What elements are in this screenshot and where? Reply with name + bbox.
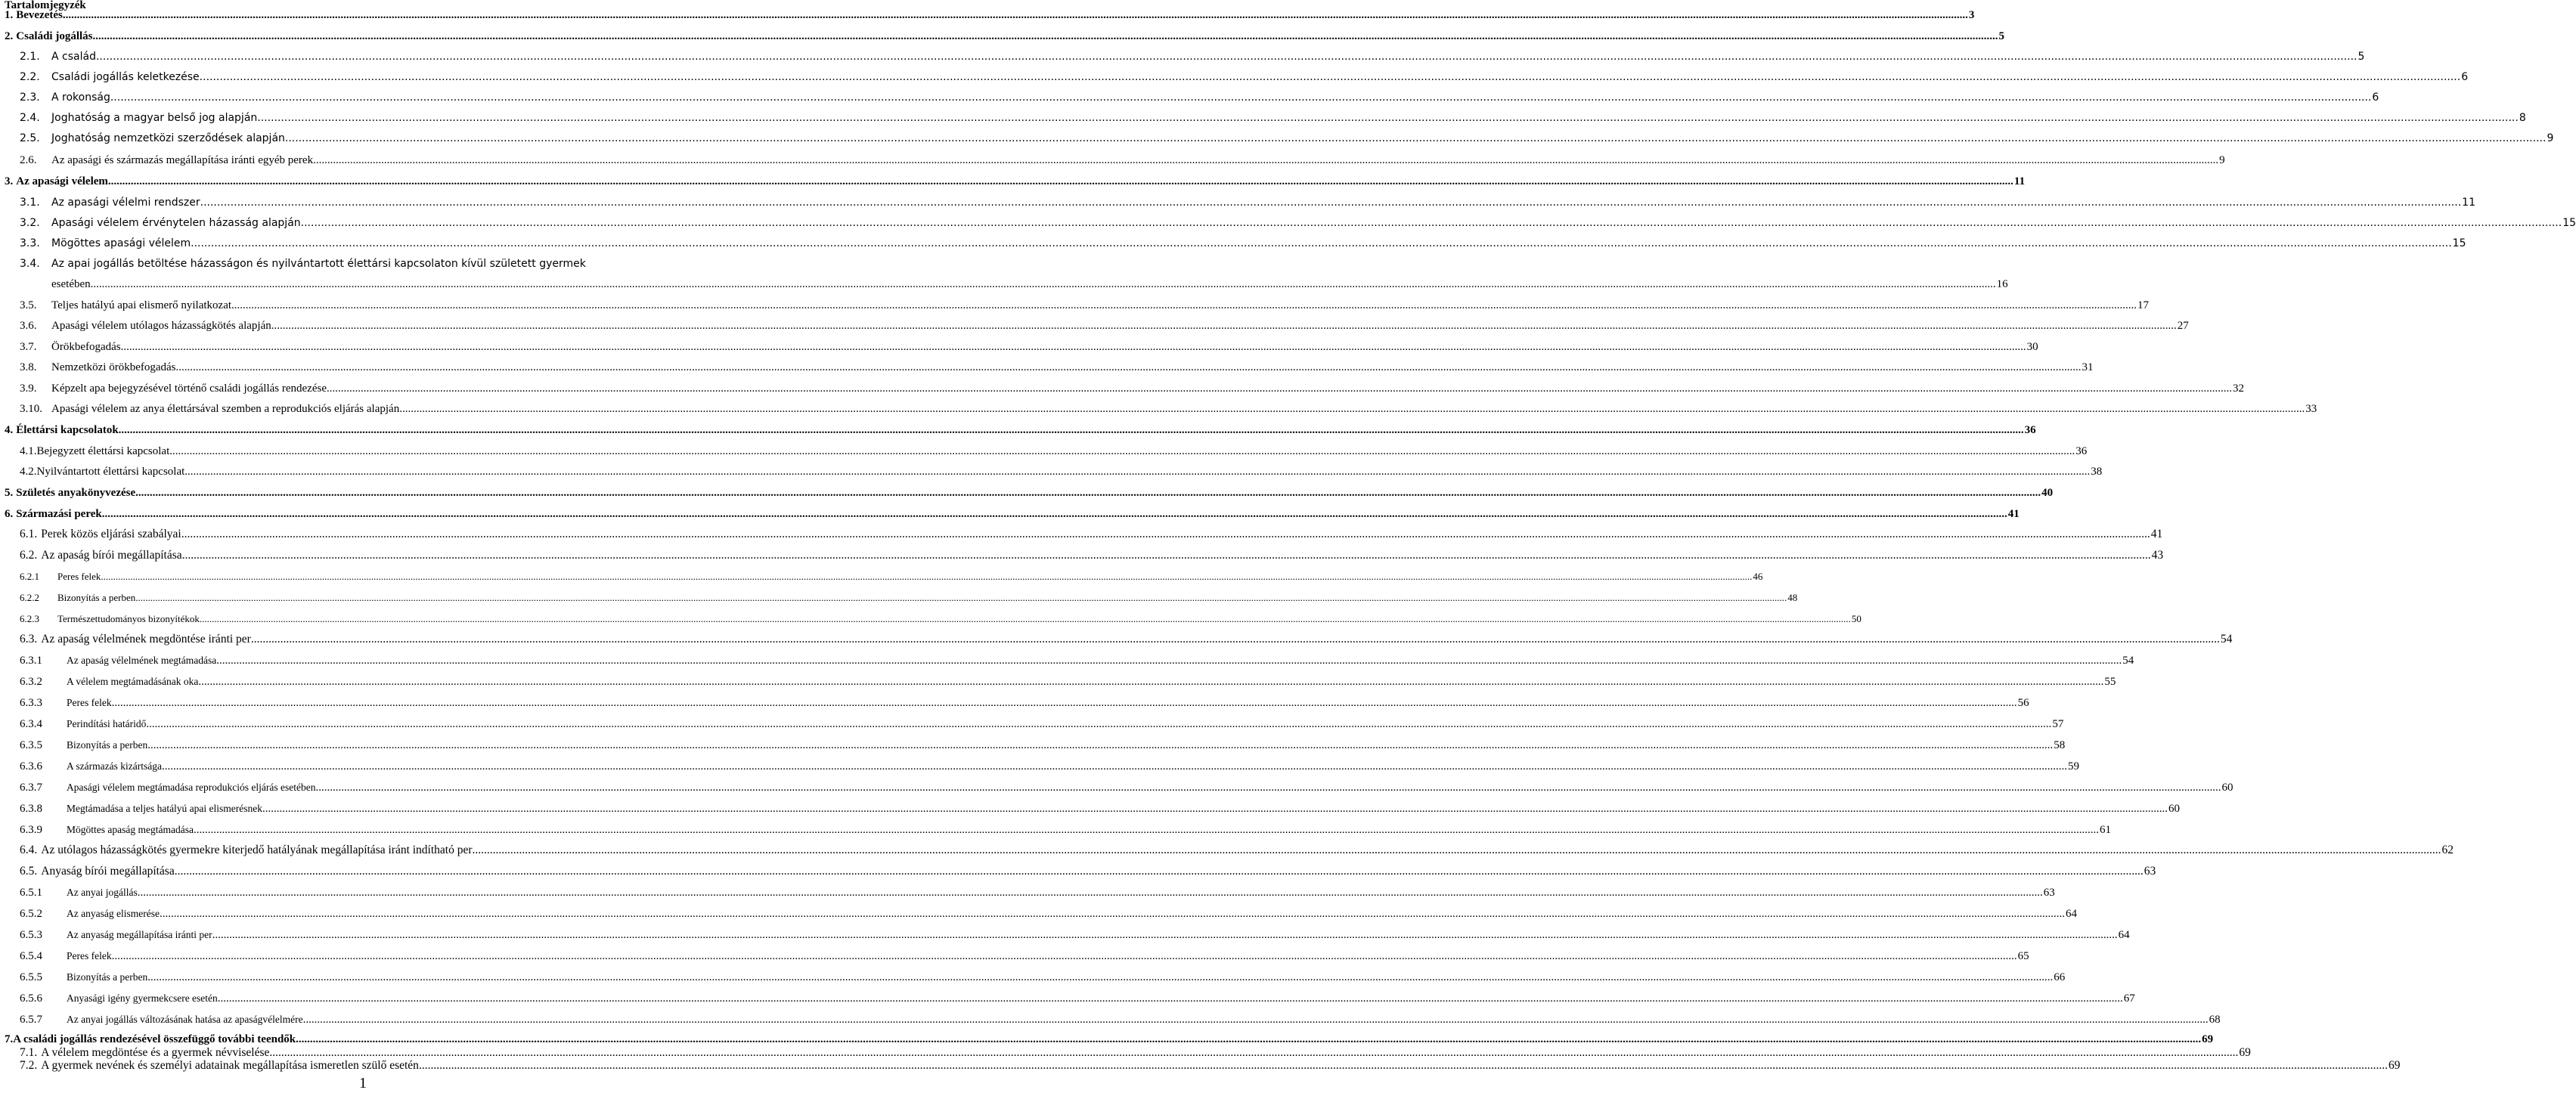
toc-entry[interactable] [20,153,2225,168]
toc-entry-page: 27 [2177,320,2189,332]
toc-entry-title: Nemzetközi örökbefogadás [51,361,176,373]
toc-entry[interactable] [5,174,2026,189]
toc-entry[interactable] [5,423,2036,438]
toc-entry-title: Az apaság vélelmének megtámadása [67,655,217,666]
toc-entry-number: 3.9. [20,382,37,395]
toc-entry-title: Bizonyítás a perben [67,739,148,751]
toc-entry[interactable] [5,8,1975,23]
toc-leader-dots [102,506,2007,522]
toc-entry-number: 2.3. [20,91,40,104]
toc-entry-number: 2.4. [20,112,40,124]
toc-entry-title: Perindítási határidő [67,718,147,729]
toc-leader-dots [119,423,2024,438]
toc-leader-dots [212,927,2118,943]
toc-leader-dots [176,360,2082,375]
toc-leader-dots [200,70,2461,85]
toc-entry[interactable] [5,485,2054,500]
toc-entry-title: Az apaság vélelmének megdöntése iránti per [41,633,251,646]
toc-leader-dots [262,801,2168,816]
toc-entry[interactable] [5,506,2020,522]
toc-entry-number: 6.5.7 [20,1014,42,1026]
toc-entry-page: 43 [2151,549,2164,562]
toc-entry-number: 6.3. [20,633,38,646]
toc-entry-page: 9 [2547,132,2554,144]
toc-entry-title: Anyasági igény gyermekcsere esetén [67,992,218,1004]
toc-leader-dots [162,759,2067,774]
toc-leader-dots [112,695,2017,711]
toc-entry-title: Származási perek [16,508,102,520]
toc-leader-dots [147,970,2053,985]
toc-entry-number: 6.2.1 [20,571,39,582]
toc-entry-title: Bevezetés [16,9,63,21]
toc-entry-title: Apasági vélelem megtámadása reprodukciós eljárás esetében [67,782,316,793]
toc-entry-title: Természettudományos bizonyítékok [57,613,200,624]
toc-leader-dots [271,318,2177,333]
toc-entry-title: Képzelt apa bejegyzésével történő családi jogállás rendezése [51,382,327,395]
toc-entry-number: 6.5.1 [20,887,42,899]
toc-entry[interactable] [20,49,2365,64]
toc-entry-title: Mögöttes apaság megtámadása [67,824,194,835]
toc-leader-dots [146,717,2051,732]
toc-entry-page: 54 [2220,633,2233,646]
toc-entry-number: 4. [5,424,14,436]
toc-entry-title: Az apasági vélelem [16,175,108,187]
toc-entry[interactable] [20,695,2029,711]
toc-entry[interactable] [20,612,1861,627]
toc-entry-page: 6 [2372,91,2379,104]
toc-entry-title: Mögöttes apasági vélelem [51,237,191,249]
toc-entry[interactable] [20,906,2077,921]
toc-entry-number: 2.5. [20,132,40,144]
toc-entry-page: 68 [2209,1014,2221,1026]
toc-entry-number: 3.8. [20,361,37,373]
toc-entry[interactable] [5,29,2005,44]
toc-entry[interactable] [20,822,2111,838]
toc-leader-dots [419,1058,2388,1073]
toc-entry-page: 59 [2067,760,2079,773]
toc-entry-title: Az utólagos házasságkötés gyermekre kiterjedő hatályának megállapítása iránt indítható per [41,844,473,856]
toc-leader-dots [96,49,2357,64]
toc-entry-number: 6.3.9 [20,824,42,836]
toc-entry-number: 6.5.5 [20,971,42,983]
toc-entry-title: A származás kizártsága [67,760,162,772]
toc-leader-dots [93,29,1998,44]
toc-entry-title: Perek közös eljárási szabályai [41,528,181,540]
toc-entry-page: 33 [2305,403,2317,415]
toc-entry-title: Az apaság bírói megállapítása [41,549,182,562]
toc-entry-number: 2.6. [20,154,37,166]
toc-entry-number: 1. [5,9,14,21]
toc-entry-page: 65 [2017,950,2029,962]
toc-entry-page: 36 [2024,424,2036,436]
toc-leader-dots [301,215,2562,231]
toc-entry-title: Nyilvántartott élettársi kapcsolat [36,466,185,478]
toc-entry[interactable] [20,110,2526,125]
toc-leader-dots [399,401,2305,416]
toc-entry-title: Apasági vélelem utólagos házasságkötés alapján [51,320,271,332]
toc-entry-page: 6 [2461,71,2469,83]
toc-leader-dots [303,1012,2209,1027]
toc-entry[interactable] [20,864,2156,879]
toc-entry[interactable] [20,632,2233,647]
toc-entry-title: Az apai jogállás betöltése házasságon és nyilvántartott élettársi kapcsolaton kívül született gyermek [51,258,586,270]
toc-entry[interactable] [20,927,2130,943]
toc-entry-number: 6.2.2 [20,592,39,603]
toc-entry-title: Apasági vélelem érvénytelen házasság alapján [51,217,301,229]
toc-entry[interactable] [20,885,2055,900]
toc-entry[interactable] [20,339,2038,355]
toc-entry-number: 6.3.2 [20,676,42,688]
toc-entry[interactable] [20,298,2150,313]
toc-entry-title: A vélelem megdöntése és a gyermek névviselése [41,1046,270,1059]
toc-entry-number: 6.3.1 [20,655,42,667]
toc-entry-page: 63 [2144,865,2156,878]
toc-entry[interactable] [20,843,2454,858]
toc-entry-title: Teljes hatályú apai elismerő nyilatkozat [51,299,232,311]
toc-entry-title: A vélelem megtámadásának oka [67,676,199,687]
toc-leader-dots [194,822,2099,838]
toc-entry-number: 6.5.4 [20,950,42,962]
toc-leader-dots [147,738,2053,753]
toc-entry-number: 5. [5,487,14,499]
toc-entry[interactable] [20,256,724,271]
toc-entry[interactable] [20,653,2134,668]
toc-entry[interactable] [20,90,2379,105]
toc-entry-title: Megtámadása a teljes hatályú apai elismerésnek [67,803,263,814]
toc-leader-dots [175,864,2144,879]
toc-entry-title: Élettársi kapcsolatok [16,424,119,436]
toc-entry[interactable] [20,548,2164,563]
toc-entry-page: 5 [2357,51,2365,63]
toc-entry-title: Születés anyakönyvezése [16,487,136,499]
toc-leader-dots [110,90,2372,105]
toc-title: Tartalomjegyzék [5,0,86,11]
toc-entry-title: Örökbefogadás [51,341,121,353]
toc-entry-title: Joghatóság a magyar belső jog alapján [51,112,258,124]
toc-entry-title: A család [51,51,96,63]
toc-entry-page: 11 [2462,197,2475,209]
toc-entry-page: 67 [2123,992,2135,1005]
toc-entry-page: 54 [2122,655,2134,667]
toc-leader-dots [285,131,2547,146]
toc-entry-page: 63 [2043,887,2055,899]
toc-entry-title: Családi jogállás keletkezése [51,71,200,83]
toc-entry-title: Apasági vélelem az anya élettársával szemben a reprodukciós eljárás alapján [51,403,400,415]
toc-entry-page: 69 [2202,1033,2214,1045]
toc-entry-page: 58 [2054,739,2066,751]
toc-entry-number: 4.2. [20,466,37,478]
toc-entry-number: 3.4. [20,258,40,270]
toc-entry-title: A családi jogállás rendezésével összefüggő további teendők [13,1033,296,1045]
toc-entry-number: 3. [5,175,14,187]
toc-leader-dots [182,548,2151,563]
toc-entry-title: Az anyaság elismerése [67,908,160,919]
toc-leader-dots [169,444,2075,459]
toc-entry[interactable] [20,401,2317,416]
toc-entry-page: 31 [2082,361,2094,373]
toc-entry-number: 4.1. [20,445,37,457]
toc-entry-number: 6.3.8 [20,803,42,815]
toc-entry-title: Peres felek [67,697,112,708]
toc-leader-dots [191,236,2452,251]
toc-entry-number: 6.3.6 [20,760,42,773]
toc-entry-page: 60 [2221,782,2233,794]
toc-entry-title: Az anyaság megállapítása iránti per [67,929,212,940]
toc-entry[interactable] [20,131,2554,146]
toc-entry-page: 69 [2388,1059,2401,1072]
toc-entry[interactable] [20,360,2094,375]
toc-entry-page: 5 [1998,30,2005,42]
toc-entry[interactable] [20,949,2029,964]
toc-entry[interactable] [20,236,2466,251]
toc-leader-dots [101,569,1752,584]
toc-entry[interactable] [20,569,1763,584]
toc-entry-number: 3.7. [20,341,37,353]
toc-entry-number: 6. [5,508,14,520]
toc-entry-number: 6.2.3 [20,613,39,624]
toc-leader-dots [231,298,2137,313]
toc-entry-page: 32 [2232,382,2244,395]
toc-leader-dots [296,1032,2201,1047]
page-number: 1 [359,1075,367,1091]
toc-leader-dots [315,780,2221,795]
toc-entry-title: Az anyai jogállás [67,887,138,898]
toc-entry-title: Bizonyítás a perben [57,592,136,603]
toc-entry-page: 64 [2118,929,2130,941]
toc-entry-page: 3 [1968,9,1975,21]
toc-entry[interactable] [20,780,2233,795]
toc-entry-page: 17 [2137,299,2150,311]
toc-entry-number: 7. [5,1033,14,1045]
toc-entry-page: 9 [2219,154,2225,166]
toc-entry-number: 7.2. [20,1059,38,1072]
toc-leader-dots [181,527,2150,542]
toc-entry-number: 6.5.2 [20,908,42,920]
toc-entry[interactable] [20,717,2064,732]
toc-entry-number: 3.10. [20,403,42,415]
toc-entry-number: 6.3.4 [20,718,42,730]
toc-entry[interactable] [20,195,2475,210]
toc-leader-dots [184,464,2090,479]
toc-leader-dots [251,632,2220,647]
toc-entry-page: 64 [2065,908,2077,920]
toc-leader-dots [160,906,2065,921]
toc-entry-number: 2.2. [20,71,40,83]
toc-entry[interactable] [20,738,2066,753]
toc-entry-page: 46 [1753,571,1763,582]
toc-entry-number: 3.6. [20,320,37,332]
toc-entry-page: 15 [2562,217,2576,229]
toc-entry[interactable] [20,674,2116,689]
toc-entry-page: 11 [2013,175,2026,187]
toc-leader-dots [216,653,2122,668]
toc-leader-dots [198,674,2103,689]
toc-entry-page: 56 [2017,697,2029,709]
toc-entry-title: Az anyai jogállás változásának hatása az apaságvélelmére [67,1014,303,1025]
toc-entry-number: 3.3. [20,237,40,249]
toc-entry-title: Családi jogállás [16,30,93,42]
toc-entry-page: 57 [2052,718,2064,730]
toc-leader-dots [200,195,2462,210]
toc-leader-dots [313,153,2218,168]
toc-entry-number: 2.1. [20,51,40,63]
toc-entry-title: Az apasági és származás megállapítása iránti egyéb perek [51,154,314,166]
toc-leader-dots [135,590,1787,605]
toc-entry-number: 3.5. [20,299,37,311]
toc-leader-dots [138,885,2043,900]
toc-entry[interactable] [5,1032,2214,1047]
toc-entry[interactable] [20,801,2181,816]
toc-entry-page: 48 [1787,592,1798,603]
toc-entry-page: 41 [2007,508,2020,520]
toc-entry[interactable] [20,215,2576,231]
toc-entry-title: Peres felek [67,950,112,961]
toc-entry-page: 38 [2091,466,2103,478]
toc-entry-title: A rokonság [51,91,110,104]
toc-leader-dots [473,843,2441,858]
toc-entry-page: 62 [2441,844,2454,856]
toc-leader-dots [63,8,1968,23]
toc-entry[interactable] [20,381,2244,396]
toc-entry-number: 3.1. [20,197,40,209]
toc-entry-number: 6.5. [20,865,38,878]
toc-entry[interactable] [20,970,2066,985]
toc-entry-page: 55 [2104,676,2116,688]
toc-entry-number: 6.5.3 [20,929,42,941]
toc-entry-number: 6.3.7 [20,782,42,794]
toc-leader-dots [327,381,2232,396]
toc-entry-number: 6.3.3 [20,697,42,709]
toc-leader-dots [108,174,2013,189]
toc-entry-number: 6.4. [20,844,38,856]
toc-entry-number: 6.5.6 [20,992,42,1005]
toc-leader-dots [257,110,2519,125]
toc-entry-title: Anyaság bírói megállapítása [41,865,175,878]
toc-entry-page: 30 [2026,341,2038,353]
toc-entry-number: 6.3.5 [20,739,42,751]
toc-entry-number: 3.2. [20,217,40,229]
toc-leader-dots [121,339,2026,355]
toc-entry[interactable] [20,1012,2221,1027]
toc-entry[interactable] [51,277,2008,292]
toc-entry-title: A gyermek nevének és személyi adatainak megállapítása ismeretlen szülő esetén [41,1059,419,1072]
toc-entry[interactable] [20,318,2189,333]
toc-entry-page: 60 [2168,803,2181,815]
toc-entry-number: 2. [5,30,14,42]
toc-leader-dots [218,991,2123,1006]
toc-entry[interactable] [20,759,2079,774]
toc-entry-page: 15 [2452,237,2466,249]
toc-leader-dots [135,485,2041,500]
toc-entry[interactable] [20,1058,2401,1073]
toc-entry-page: 40 [2041,487,2054,499]
toc-entry[interactable] [20,464,2103,479]
toc-entry-title: Joghatóság nemzetközi szerződések alapján [51,132,285,144]
toc-entry[interactable] [20,991,2135,1006]
toc-entry-page: 69 [2239,1046,2251,1059]
toc-entry-title: Az apasági vélelmi rendszer [51,197,200,209]
toc-entry-page: 66 [2054,971,2066,983]
toc-entry-number: 6.2. [20,549,38,562]
toc-entry-page: 8 [2519,112,2526,124]
toc-entry-number: 6.1. [20,528,38,540]
toc-entry[interactable] [20,527,2163,542]
toc-entry-page: 50 [1851,613,1861,624]
toc-entry-number: 7.1. [20,1046,38,1059]
toc-leader-dots [200,612,1851,627]
toc-entry-title: esetében [51,278,91,290]
toc-entry[interactable] [20,590,1798,605]
toc-entry-title: Peres felek [57,571,101,582]
toc-entry-page: 36 [2075,445,2088,457]
toc-entry[interactable] [20,444,2088,459]
toc-entry-title: Bejegyzett élettársi kapcsolat [36,445,170,457]
toc-entry-page: 16 [1996,278,2008,290]
toc-leader-dots [112,949,2017,964]
toc-entry-page: 41 [2150,528,2163,540]
toc-entry-page: 61 [2099,824,2111,836]
toc-entry[interactable] [20,70,2469,85]
toc-entry-title: Bizonyítás a perben [67,971,148,983]
toc-leader-dots [91,277,1996,292]
